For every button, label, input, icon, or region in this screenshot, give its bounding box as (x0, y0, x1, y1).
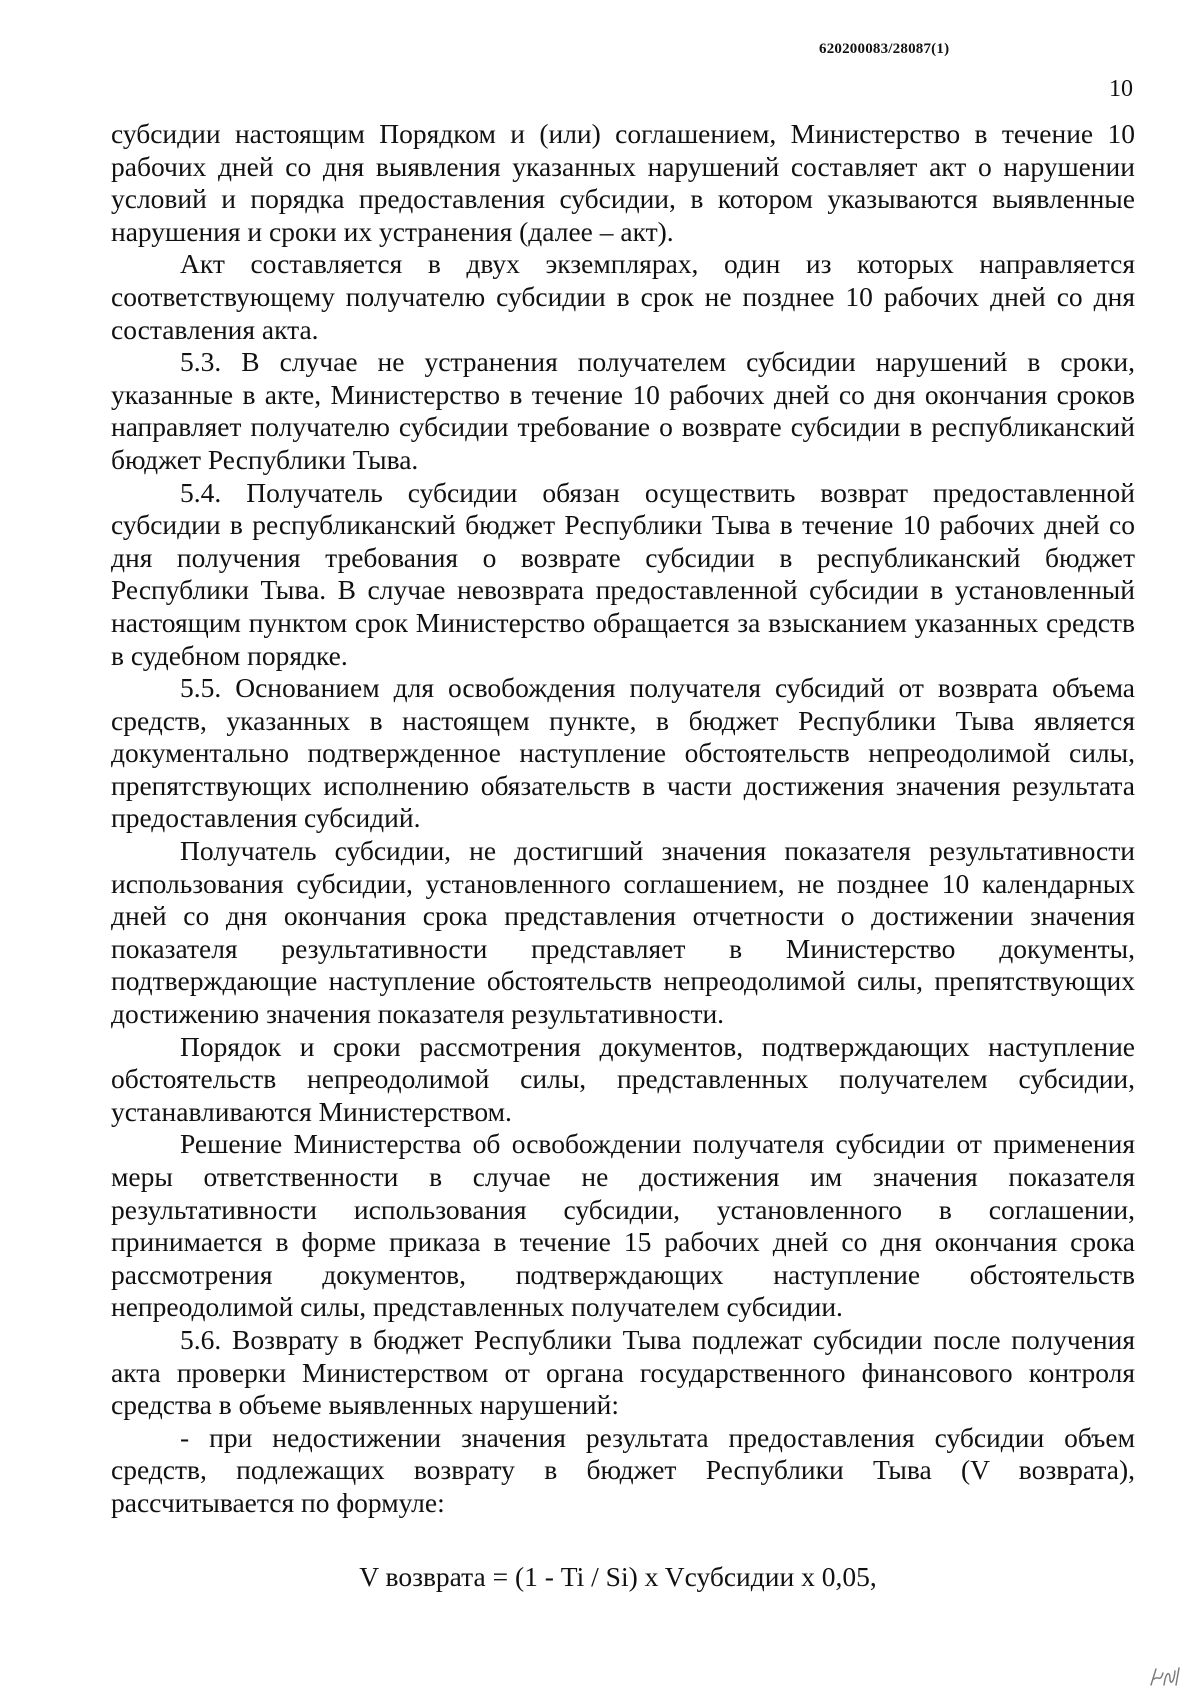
paragraph-5-5: 5.5. Основанием для освобождения получателя субсидий от возврата объема средств, указанных в настоящем пункте, в бюджет Республики Тыва является документально подтвержденное наступление обстоятельств непреодолимой силы, препятствующих исполнению обязательств в части достижения значения результата предоставления субсидий. (111, 672, 1135, 834)
paragraph-ministry-decision: Решение Министерства об освобождении получателя субсидии от применения меры ответственности в случае не достижения им значения показателя результативности использования субсидии, установленного в соглашении, принимается в форме приказа в течение 15 рабочих дней со дня окончания срока рассмотрения документов, подтверждающих наступление обстоятельств непреодолимой силы, представленных получателем субсидии. (111, 1128, 1135, 1323)
initials-signature (1148, 1665, 1182, 1689)
paragraph-act-copies: Акт составляется в двух экземплярах, один из которых направляется соответствующему получателю субсидии в срок не позднее 10 рабочих дней со дня составления акта. (111, 248, 1135, 345)
paragraph-5-4: 5.4. Получатель субсидии обязан осуществить возврат предоставленной субсидии в республиканский бюджет Республики Тыва в течение 10 рабочих дней со дня получения требования о возврате субсидии в республиканский бюджет Республики Тыва. В случае невозврата предоставленной субсидии в установленный настоящим пунктом срок Министерство обращается за взысканием указанных средств в судебном порядке. (111, 476, 1135, 671)
document-body (111, 118, 1135, 1520)
page-number: 10 (1109, 76, 1133, 102)
paragraph-5-6: 5.6. Возврату в бюджет Республики Тыва подлежат субсидии после получения акта проверки Министерством от органа государственного финансового контроля средства в объеме выявленных нарушений: (111, 1323, 1135, 1421)
paragraph-continuation: субсидии настоящим Порядком и (или) соглашением, Министерство в течение 10 рабочих дней со дня выявления указанных нарушений составляет акт о нарушении условий и порядка предоставления субсидии, в котором указываются выявленные нарушения и сроки их устранения (далее – акт). (111, 118, 1135, 247)
paragraph-5-3: 5.3. В случае не устранения получателем субсидии нарушений в сроки, указанные в акте, Министерство в течение 10 рабочих дней со дня окончания сроков направляет получателю субсидии требование о возврате субсидии в республиканский бюджет Республики Тыва. (111, 346, 1135, 475)
return-formula: V возврата = (1 - Ti / Si) x Vсубсидии x 0,05, (359, 1561, 877, 1592)
document-id: 620200083/28087(1) (819, 41, 950, 57)
paragraph-formula-intro: - при недостижении значения результата предоставления субсидии объем средств, подлежащих возврату в бюджет Республики Тыва (V возврата), рассчитывается по формуле: (111, 1421, 1135, 1518)
paragraph-review-procedure: Порядок и сроки рассмотрения документов, подтверждающих наступление обстоятельств непреодолимой силы, представленных получателем субсидии, устанавливаются Министерством. (111, 1030, 1135, 1127)
paragraph-recipient-documents: Получатель субсидии, не достигший значения показателя результативности использования субсидии, установленного соглашением, не позднее 10 календарных дней со дня окончания срока представления отчетности о достижении значения показателя результативности представляет в Министерство документы, подтверждающие наступление обстоятельств непреодолимой силы, препятствующих достижению значения показателя результативности. (111, 835, 1135, 1030)
